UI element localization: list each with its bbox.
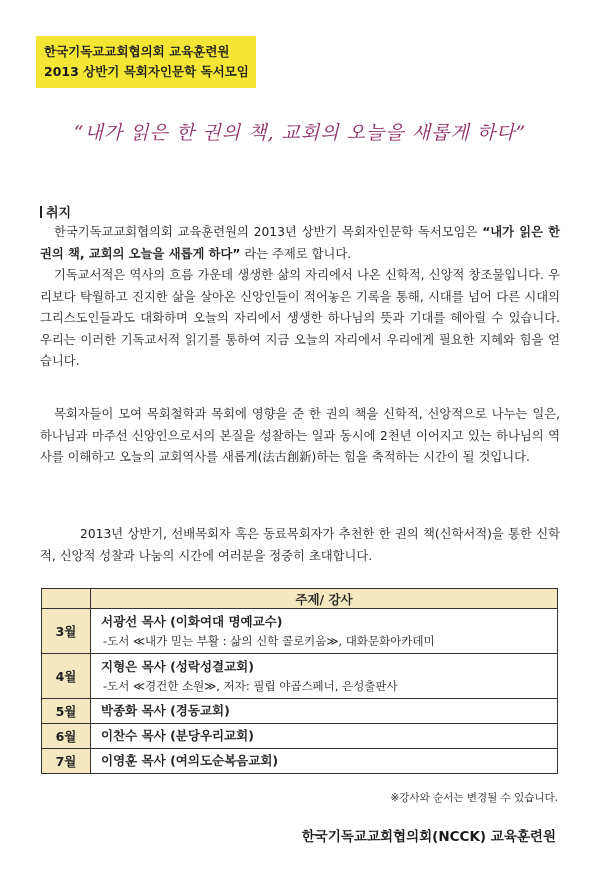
purpose-paragraph-1	[40, 222, 560, 265]
table-row	[42, 724, 558, 749]
schedule-table	[41, 588, 558, 774]
purpose-paragraph-2: 기독교서적은 역사의 흐름 가운데 생생한 삶의 자리에서 나온 신학적, 신앙적 창조물입니다. 우리보다 탁월하고 진지한 삶을 살아온 신앙인들이 적어놓은 기록을 통해, 시대를 넘어 다른 시대의 그리스도인들과도 대화하며 오늘의 자리에서 생생한 하나님의 뜻과 기대를 헤아릴 수 있습니다. 우리는 이러한 기독교서적 읽기를 통하여 지금 오늘의 자리에서 우리에게 필요한 지혜와 힘을 얻습니다.	[40, 268, 560, 368]
month-cell: 6월	[42, 724, 91, 749]
speaker-name: 이영훈 목사 (여의도순복음교회)	[101, 753, 279, 768]
month-cell: 5월	[42, 699, 91, 724]
theme-emphasis: “내가 읽은 한 권의 책, 교회의 오늘을 새롭게 하다”	[40, 225, 560, 261]
table-row	[42, 699, 558, 724]
speaker-name: 서광선 목사 (이화여대 명예교수)	[101, 613, 283, 629]
book-info: -도서 ≪내가 믿는 부활 : 삶의 신학 콜로키움≫, 대화문화아카데미	[103, 633, 435, 648]
month-header-cell	[42, 589, 91, 609]
session-cell	[91, 654, 558, 699]
schedule-change-note: ※강사와 순서는 변경될 수 있습니다.	[390, 792, 558, 804]
paragraph-text: 한국기독교교회협의회 교육훈련원의 2013년 상반기 목회자인문학 독서모임은	[54, 225, 483, 239]
section-heading-label: 취지	[46, 206, 72, 221]
invitation-paragraph: 2013년 상반기, 선배목회자 혹은 동료목회자가 추천한 한 권의 책(신학서적)을 통한 신학적, 신앙적 성찰과 나눔의 시간에 여러분을 정중히 초대합니다.	[40, 527, 560, 563]
month-cell: 4월	[42, 654, 91, 699]
month-cell: 3월	[42, 609, 91, 654]
schedule-header-row	[42, 589, 558, 609]
section-heading	[40, 202, 71, 221]
purpose-paragraph-3: 목회자들이 모여 목회철학과 목회에 영향을 준 한 권의 책을 신학적, 신앙적으로 나누는 일은, 하나님과 마주선 신앙인으로서의 본질을 성찰하는 일과 동시에 2천년 이어지고 있는 하나님의 역사를 이해하고 오늘의 교회역사를 새롭게(法古創新)하는 힘을 축적하는 시간이 될 것입니다.	[40, 407, 560, 464]
month-cell: 7월	[42, 749, 91, 774]
session-cell	[91, 699, 558, 724]
organization-signature: 한국기독교교회협의회(NCCK) 교육훈련원	[301, 829, 556, 845]
event-organizer: 한국기독교교회협의회 교육훈련원	[44, 44, 230, 59]
book-info: -도서 ≪경건한 소원≫, 저자: 필립 야곱스페너, 은성출판사	[103, 678, 398, 693]
event-title: 2013 상반기 목회자인문학 독서모임	[44, 64, 249, 79]
topic-speaker-header: 주제/ 강사	[91, 589, 558, 609]
table-row	[42, 749, 558, 774]
event-title-box	[36, 36, 256, 88]
speaker-name: 박종화 목사 (경동교회)	[101, 703, 230, 718]
theme-slogan: “내가 읽은 한 권의 책, 교회의 오늘을 새롭게 하다”	[73, 122, 527, 144]
table-row	[42, 654, 558, 699]
speaker-name: 이찬수 목사 (분당우리교회)	[101, 728, 254, 743]
session-cell	[91, 724, 558, 749]
paragraph-text: 라는 주제로 합니다.	[244, 246, 352, 261]
session-cell	[91, 749, 558, 774]
section-bar-icon	[40, 206, 42, 218]
session-cell	[91, 609, 558, 654]
speaker-name: 지형은 목사 (성락성결교회)	[101, 658, 254, 674]
table-row	[42, 609, 558, 654]
